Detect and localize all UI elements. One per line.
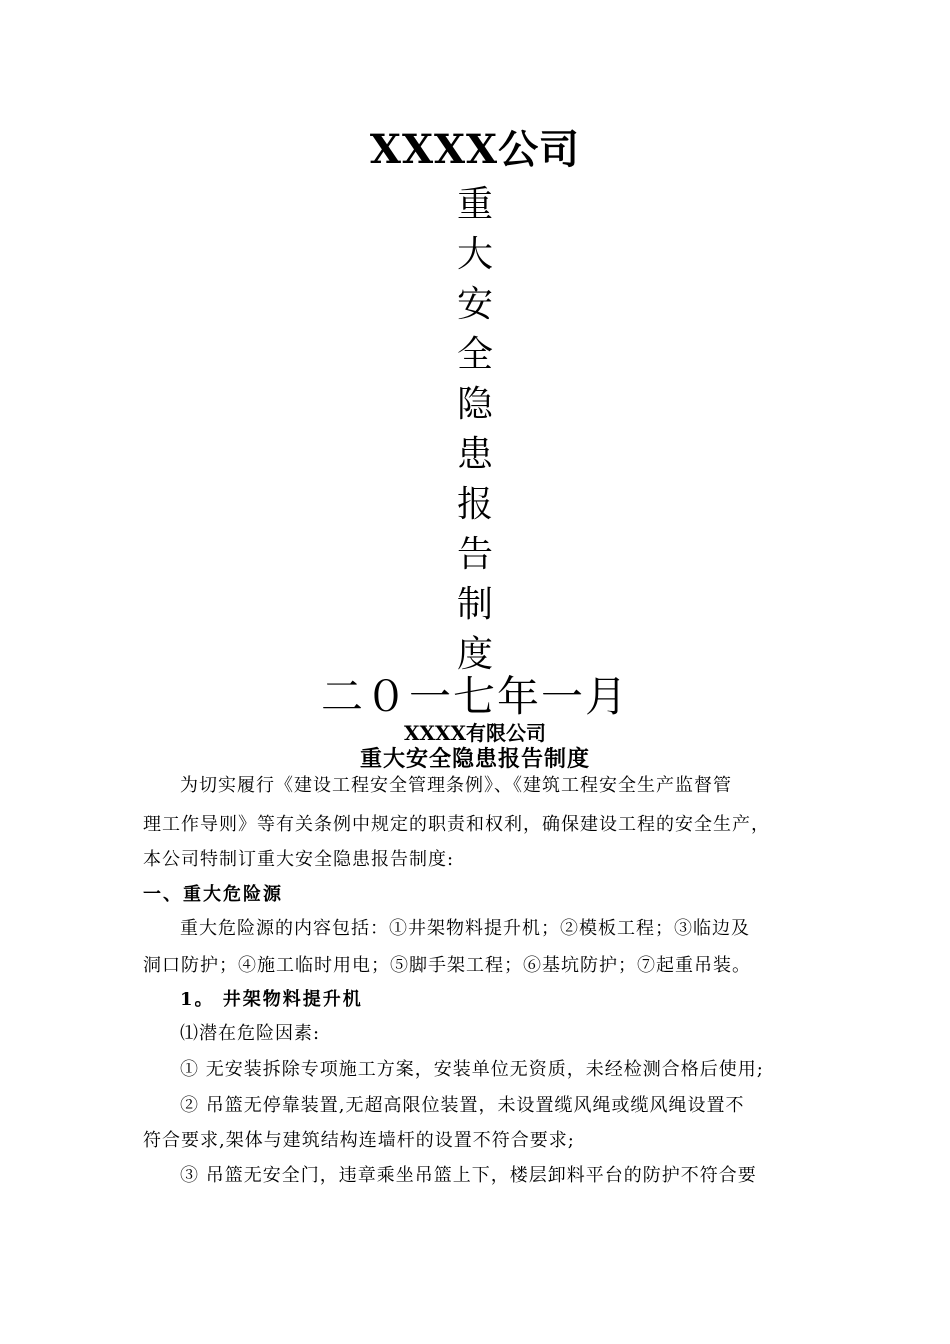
cover-title-char: 全 [456,334,493,375]
list-item: ② 吊篮无停靠装置,无超高限位装置，未设置缆风绳或缆风绳设置不 [180,1095,745,1116]
cover-date: 二０一七年一月 [320,672,629,721]
cover-title-char: 度 [456,634,493,675]
cover-title-char: 告 [456,534,493,575]
cover-title-char: 大 [456,234,493,275]
cover-title-char: 重 [456,184,493,225]
document-title: 重大安全隐患报告制度 [359,746,590,772]
list-item: ① 无安装拆除专项施工方案，安装单位无资质，未经检测合格后使用; [180,1059,764,1080]
cover-title-char: 患 [456,434,493,475]
cover-vertical-title [450,180,500,680]
cover-title-char: 制 [456,584,493,625]
paragraph-line: ⑴潜在危险因素: [180,1023,321,1044]
document-company: XXXX有限公司 [403,721,547,745]
cover-title-char: 隐 [456,384,493,425]
section-heading: 一、重大危险源 [143,884,283,905]
paragraph-line: 为切实履行《建设工程安全管理条例》、《建筑工程安全生产监督管 [180,775,732,796]
list-item: ③ 吊篮无安全门，违章乘坐吊篮上下，楼层卸料平台的防护不符合要 [180,1165,757,1186]
cover-title-char: 安 [456,284,493,325]
paragraph-line: 理工作导则》等有关条例中规定的职责和权利，确保建设工程的安全生产， [143,814,770,835]
subsection-heading: 1。 井架物料提升机 [180,989,363,1010]
paragraph-line: 符合要求,架体与建筑结构连墙杆的设置不符合要求; [143,1130,575,1151]
paragraph-line: 重大危险源的内容包括：①井架物料提升机；②模板工程；③临边及 [180,918,750,939]
cover-title-char: 报 [456,484,493,525]
cover-title: XXXX公司 [369,126,581,173]
paragraph-line: 洞口防护；④施工临时用电；⑤脚手架工程；⑥基坑防护；⑦起重吊装。 [143,955,751,976]
paragraph-line: 本公司特制订重大安全隐患报告制度: [143,849,455,870]
